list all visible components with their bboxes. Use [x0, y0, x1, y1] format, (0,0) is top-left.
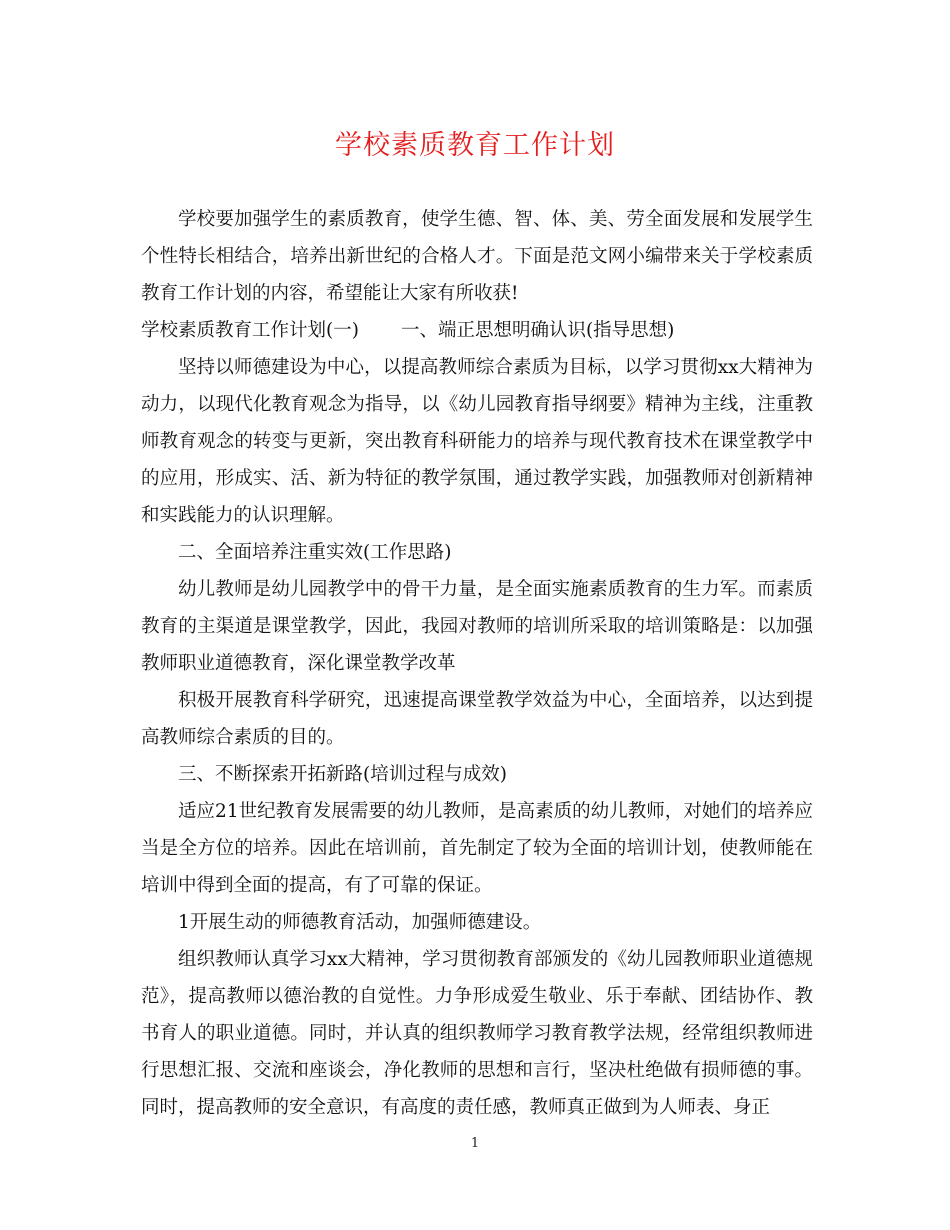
plan-label: 学校素质教育工作计划(一): [141, 320, 359, 341]
section1-paragraph: 坚持以师德建设为中心，以提高教师综合素质为目标，以学习贯彻xx大精神为动力，以现代化教育观念为指导，以《幼儿园教育指导纲要》精神为主线，注重教师教育观念的转变与更新，突出教育科研能力的培养与现代教育技术在课堂教学中的应用，形成实、活、新为特征的教学氛围，通过教学实践，加强教师对创新精神和实践能力的认识理解。: [141, 357, 813, 526]
plan-heading-line: [141, 312, 813, 349]
section2-paragraph-1: 幼儿教师是幼儿园教学中的骨干力量，是全面实施素质教育的生力军。而素质教育的主渠道是课堂教学，因此，我园对教师的培训所采取的培训策略是：以加强教师职业道德教育，深化课堂教学改革: [141, 579, 813, 674]
intro-paragraph: 学校要加强学生的素质教育，使学生德、智、体、美、劳全面发展和发展学生个性特长相结合，培养出新世纪的合格人才。下面是范文网小编带来关于学校素质教育工作计划的内容，希望能让大家有所收获!: [141, 209, 813, 304]
document-body: [141, 201, 813, 1126]
item1-heading: 1开展生动的师德教育活动，加强师德建设。: [178, 912, 542, 933]
page-number: 1: [470, 1136, 480, 1151]
section3-heading: 三、不断探索开拓新路(培训过程与成效): [178, 764, 507, 785]
document-title: 学校素质教育工作计划: [335, 130, 615, 161]
section2-paragraph-2: 积极开展教育科学研究，迅速提高课堂教学效益为中心，全面培养，以达到提高教师综合素质的目的。: [141, 690, 813, 748]
section1-heading: 一、端正思想明确认识(指导思想): [400, 320, 675, 341]
item1-paragraph: 组织教师认真学习xx大精神，学习贯彻教育部颁发的《幼儿园教师职业道德规范》，提高教师以德治教的自觉性。力争形成爱生敬业、乐于奉献、团结协作、教书育人的职业道德。同时，并认真的组织教师学习教育教学法规，经常组织教师进行思想汇报、交流和座谈会，净化教师的思想和言行，坚决杜绝做有损师德的事。同时，提高教师的安全意识，有高度的责任感，教师真正做到为人师表、身正: [141, 949, 813, 1118]
section2-heading: 二、全面培养注重实效(工作思路): [178, 542, 452, 563]
section3-paragraph: 适应21世纪教育发展需要的幼儿教师，是高素质的幼儿教师，对她们的培养应当是全方位的培养。因此在培训前，首先制定了较为全面的培训计划，使教师能在培训中得到全面的提高，有了可靠的保证。: [141, 801, 813, 896]
